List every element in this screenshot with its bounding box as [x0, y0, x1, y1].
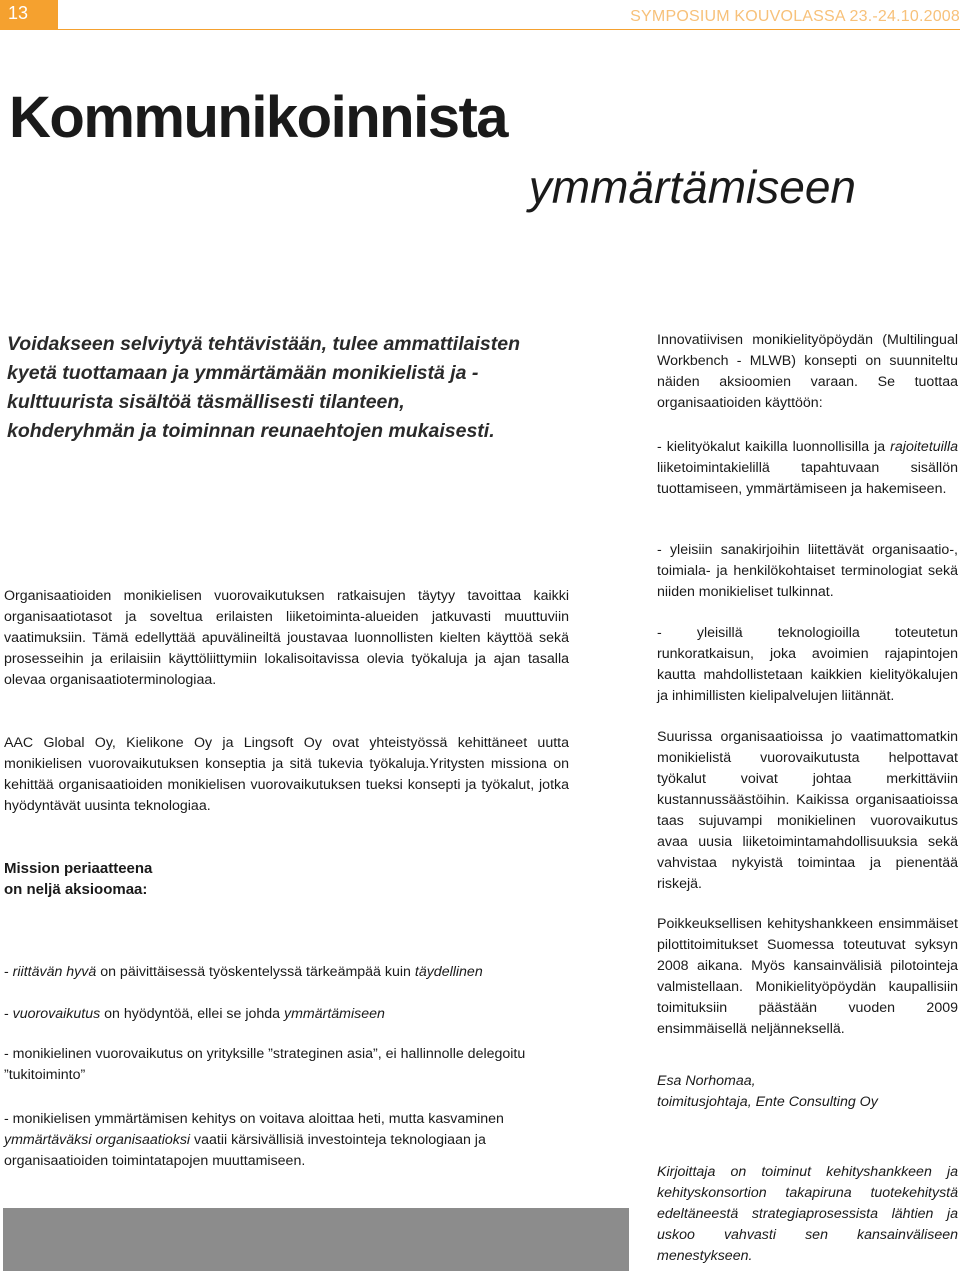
footer-grey-block: [3, 1208, 629, 1271]
bullet-text: - kielityökalut kaikilla luonnollisilla ja: [657, 439, 891, 455]
mission-heading: [4, 858, 152, 900]
mission-heading-line: on neljä aksioomaa:: [4, 881, 148, 898]
page-number: 13: [8, 3, 29, 23]
author-signature: [657, 1071, 958, 1113]
feature-bullet-terminology: - yleisiin sanakirjoihin liitettävät organisaatio-, toimiala- ja henkilökohtaiset terminologiat sekä niiden monikieliset tulkinnat.: [657, 542, 958, 600]
axiom-text: -: [4, 964, 13, 980]
axiom-italic: ymmärtäväksi organisaatioksi: [4, 1132, 191, 1148]
axiom-text: -: [4, 1006, 13, 1022]
feature-bullet-language-tools: [657, 437, 958, 500]
benefits-paragraph: Suurissa organisaatioissa jo vaatimattomatkin monikielistä vuorovaikutusta helpottavat työkalut voivat johtaa merkittäviin kustannussäästöihin. Kaikissa organisaatioissa taas sujuvampi monikielinen vuorovaikutus avaa uusia liiketoimintamahdollisuuksia sekä vahvistaa nykyistä toimintaa ja pienentää riskejä.: [657, 729, 958, 892]
axiom-italic: ymmärtämiseen: [284, 1006, 385, 1022]
pilot-paragraph: Poikkeuksellisen kehityshankkeen ensimmäiset pilottitoimitukset Suomessa toteutuvat syksyn 2008 aikana. Myös kansainvälisiä pilotointeja valmistellaan. Monikielityöpöydän kaupallisiin toimituksiin päästään vuoden 2009 ensimmäisellä neljänneksellä.: [657, 916, 958, 1037]
author-name: Esa Norhomaa,: [657, 1073, 756, 1089]
axiom-item: [4, 1109, 584, 1172]
lead-paragraph: Voidakseen selviytyä tehtävistään, tulee ammattilaisten kyetä tuottamaan ja ymmärtämään monikielistä ja -kulttuurista sisältöä täsmällisesti tilanteen, kohderyhmän ja toiminnan reunaehtojen mukaisesti.: [7, 333, 520, 442]
bullet-text: liiketoimintakielillä tapahtuvaan sisällön tuottamiseen, ymmärtämiseen ja hakemiseen.: [657, 460, 958, 497]
axiom-item: - monikielinen vuorovaikutus on yrityksille ”strateginen asia”, ei hallinnolle delegoitu ”tukitoiminto”: [4, 1046, 526, 1083]
axiom-italic: riittävän hyvä: [12, 964, 97, 980]
companies-paragraph: AAC Global Oy, Kielikone Oy ja Lingsoft Oy ovat yhteistyössä kehittäneet uutta monikielisen vuorovaikutuksen konseptia ja sitä tukevia työkaluja.Yritysten missiona on kehittää organisaatioiden monikielisen vuorovaikutuksen tueksi konsepti ja työkalut, jotka hyödyntävät uusinta teknologiaa.: [4, 735, 569, 814]
axiom-text: vaatii kärsivällisiä investointeja teknologiaan ja organisaatioiden toimintatapojen muuttamiseen.: [4, 1132, 486, 1169]
author-role: toimitusjohtaja, Ente Consulting Oy: [657, 1094, 878, 1110]
axiom-text: on päivittäisessä työskentelyssä tärkeämpää kuin: [96, 964, 415, 980]
bullet-italic: rajoitetuilla: [890, 439, 958, 455]
axiom-item: [4, 1004, 584, 1025]
axiom-text: on hyödyntöä, ellei se johda: [100, 1006, 284, 1022]
header-rule: [58, 29, 960, 30]
axiom-italic: täydellinen: [414, 964, 483, 980]
mission-heading-line: Mission periaatteena: [4, 860, 153, 877]
requirements-paragraph: Organisaatioiden monikielisen vuorovaikutuksen ratkaisujen täytyy tavoittaa kaikki organisaatiotasot ja soveltua erilaisten liiketoiminta-alueiden jatkuvasti muuttuviin vaatimuksiin. Tämä edellyttää apuvälineiltä joustavaa luonnollisten kielten käyttöä sekä prosesseihin ja erilaisiin käyttöliittymiin lokalisoitavissa olevia työkaluja ja ajan tasalla olevaa organisaatioterminologiaa.: [4, 588, 569, 688]
axiom-item: [4, 962, 584, 983]
author-bio: Kirjoittaja on toiminut kehityshankkeen ja kehityskonsortion takapiruna tuotekehitystä edeltäneestä strategiaprosessista lähtien ja uskoo vahvasti sen kansainväliseen menestykseen.: [657, 1164, 958, 1264]
page-title: Kommunikoinnista: [9, 85, 508, 150]
workbench-intro: Innovatiivisen monikielityöpöydän (Multilingual Workbench - MLWB) konsepti on suunniteltu näiden aksioomien varaan. Se tuottaa organisaatioiden käyttöön:: [657, 332, 958, 411]
page-subtitle: ymmärtämiseen: [528, 161, 856, 213]
feature-bullet-framework: - yleisillä teknologioilla toteutetun runkoratkaisun, joka avoimien rajapintojen kautta mahdollistetaan kaikkien kielityökalujen ja inhimillisten kielipalvelujen liitännät.: [657, 625, 958, 704]
event-header: SYMPOSIUM KOUVOLASSA 23.-24.10.2008: [630, 8, 960, 25]
axiom-italic: vuorovaikutus: [12, 1006, 101, 1022]
axiom-text: - monikielisen ymmärtämisen kehitys on voitava aloittaa heti, mutta kasvaminen: [4, 1111, 504, 1127]
